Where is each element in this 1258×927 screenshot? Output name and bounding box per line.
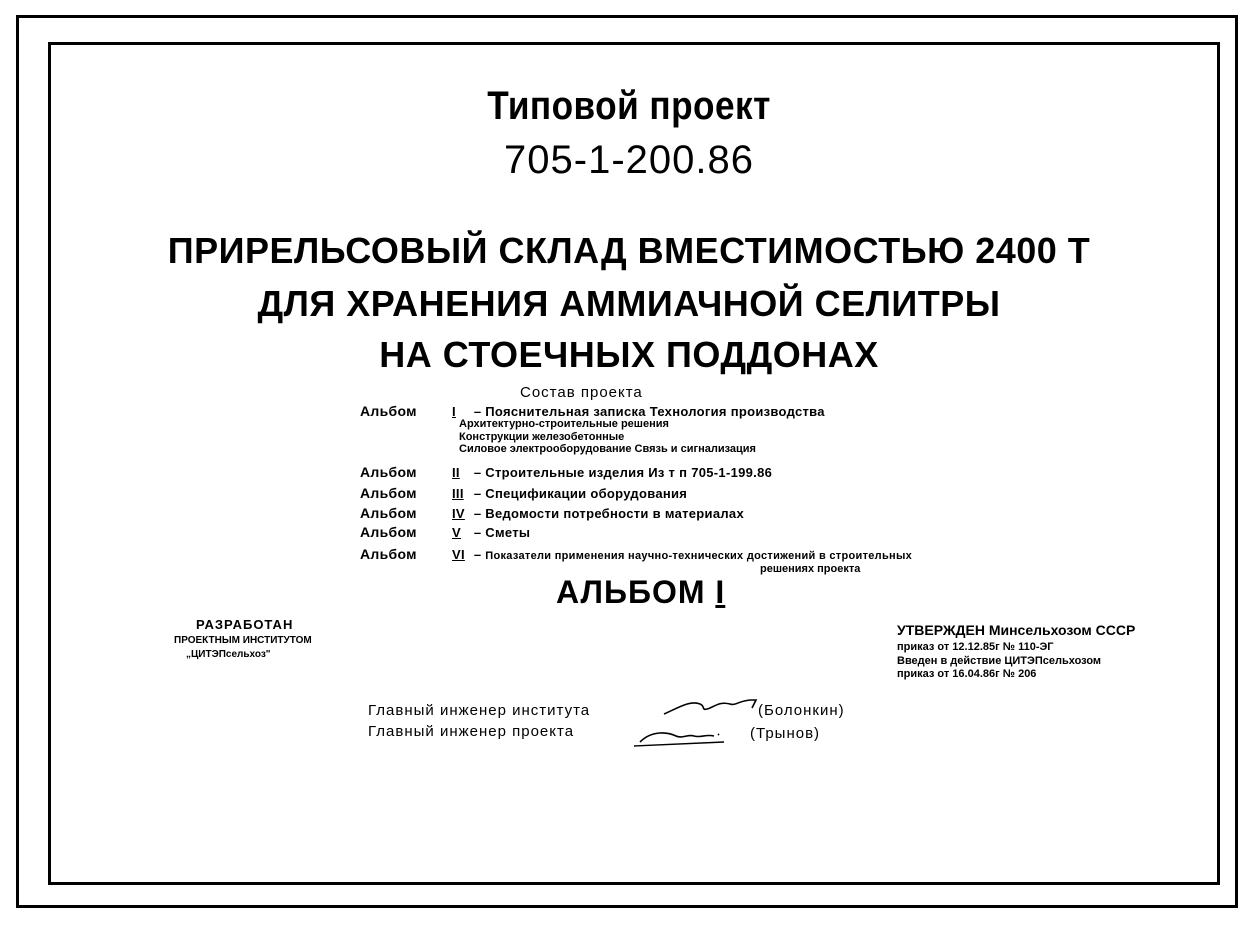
album-4-line-1: Ведомости потребности в материалах <box>485 506 744 521</box>
album-4-row <box>360 505 744 521</box>
approval-line-2: приказ от 12.12.85г № 110-ЭГ <box>897 641 1054 653</box>
engineer-1-role: Главный инженер института <box>368 702 591 719</box>
album-1-line-3: Конструкции железобетонные <box>459 431 625 443</box>
approval-line-4: приказ от 16.04.86г № 206 <box>897 668 1037 680</box>
album-2-line-1: Строительные изделия Из т п 705-1-199.86 <box>485 465 773 480</box>
album-5-line-1: Сметы <box>485 525 531 540</box>
signature-1 <box>660 694 760 718</box>
developer-line-2: ПРОЕКТНЫМ ИНСТИТУТОМ <box>174 635 312 646</box>
approval-line-3: Введен в действие ЦИТЭПсельхозом <box>897 655 1102 667</box>
album-1-row <box>360 403 825 419</box>
album-number: V <box>452 525 461 540</box>
main-title-line-3: НА СТОЕЧНЫХ ПОДДОНАХ <box>379 334 879 375</box>
album-1-line-2: Архитектурно-строительные решения <box>459 418 669 430</box>
album-number: IV <box>452 506 465 521</box>
current-album-number: I <box>715 574 726 610</box>
dash: – <box>469 404 486 419</box>
project-number: 705-1-200.86 <box>504 138 754 182</box>
current-album-title <box>556 574 725 611</box>
album-3-line-1: Спецификации оборудования <box>485 486 688 501</box>
album-6-line-2: решениях проекта <box>760 563 861 575</box>
approval-line-1: УТВЕРЖДЕН Минсельхозом СССР <box>897 622 1136 638</box>
album-label: Альбом <box>360 485 417 501</box>
album-2-row <box>360 464 772 480</box>
album-1-line-1: Пояснительная записка Технология производства <box>485 404 825 419</box>
album-label: Альбом <box>360 505 417 521</box>
album-number: III <box>452 486 464 501</box>
dash: – <box>469 547 486 562</box>
album-6-line-1: Показатели применения научно-технических достижений в строительных <box>485 550 913 562</box>
album-number: II <box>452 465 460 480</box>
album-number: I <box>452 404 456 419</box>
album-number: VI <box>452 547 465 562</box>
album-5-row <box>360 524 530 540</box>
dash: – <box>469 465 486 480</box>
main-title-line-1: ПРИРЕЛЬСОВЫЙ СКЛАД ВМЕСТИМОСТЬЮ 2400 Т <box>167 230 1091 271</box>
dash: – <box>469 486 486 501</box>
engineer-1-name: (Болонкин) <box>758 702 845 719</box>
album-6-row <box>360 546 912 562</box>
album-1-line-4: Силовое электрооборудование Связь и сигнализация <box>459 443 756 455</box>
main-title-line-2: ДЛЯ ХРАНЕНИЯ АММИАЧНОЙ СЕЛИТРЫ <box>257 283 1001 324</box>
album-label: Альбом <box>360 464 417 480</box>
dash: – <box>469 506 486 521</box>
album-label: Альбом <box>360 524 417 540</box>
engineer-2-name: (Трынов) <box>750 725 821 742</box>
signature-2 <box>628 722 728 750</box>
album-label: Альбом <box>360 403 417 419</box>
developer-line-3: „ЦИТЭПсельхоз" <box>186 649 271 660</box>
document-type-title: Типовой проект <box>487 84 771 128</box>
album-3-row <box>360 485 687 501</box>
developer-line-1: РАЗРАБОТАН <box>196 617 294 632</box>
engineer-2-role: Главный инженер проекта <box>368 723 575 740</box>
dash: – <box>469 525 486 540</box>
composition-heading: Состав проекта <box>520 384 643 401</box>
album-label: Альбом <box>360 546 417 562</box>
current-album-label: АЛЬБОМ <box>556 574 706 610</box>
